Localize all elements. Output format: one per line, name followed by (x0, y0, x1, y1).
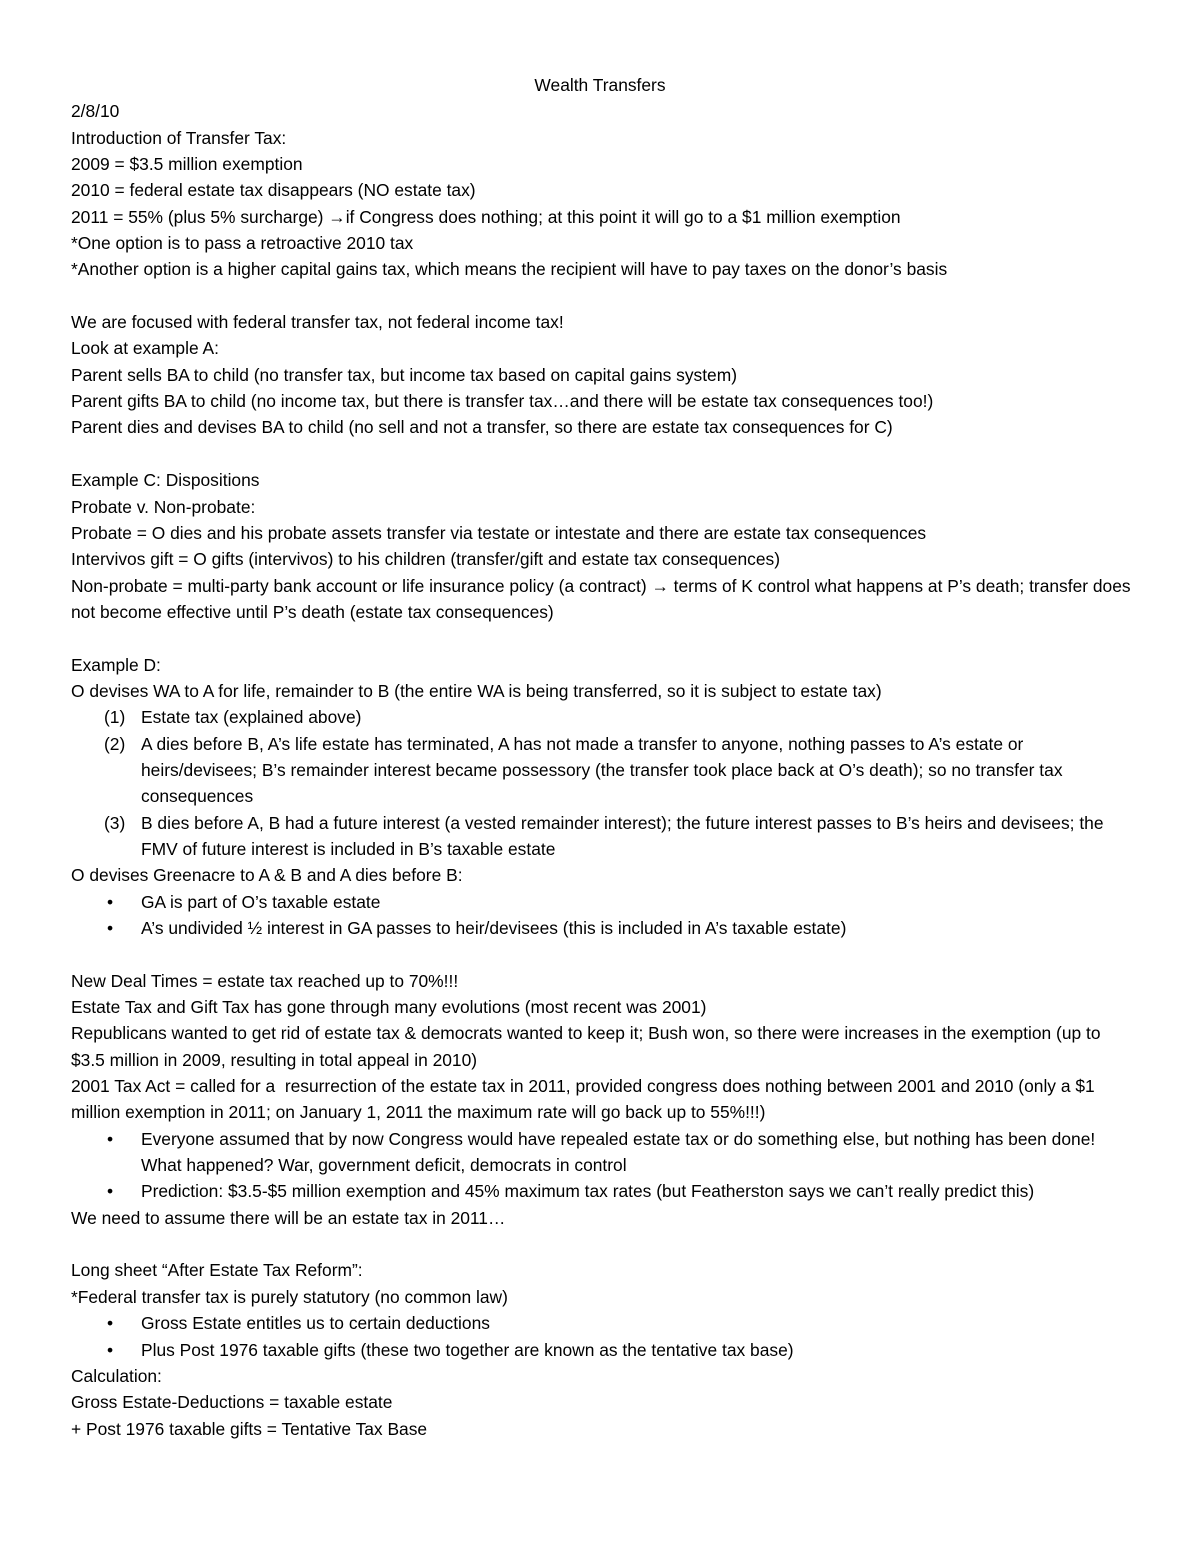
bullet-text: A’s undivided ½ interest in GA passes to heir/devisees (this is included in A’s taxable estate) (141, 918, 847, 938)
long-sheet-heading: Long sheet “After Estate Tax Reform”: (71, 1260, 363, 1281)
bullet-item (71, 1178, 1131, 1204)
history-line: Republicans wanted to get rid of estate tax & democrats wanted to keep it; Bush won, so there were increases in the exemption (up to $3.5 million in 2009, resulting in total appeal in 2010) (71, 1023, 1106, 1070)
bullet-icon: • (107, 1128, 114, 1149)
example-a-line: Parent gifts BA to child (no income tax, but there is transfer tax…and there will be estate tax consequences too!) (71, 391, 934, 412)
bullet-icon: • (107, 918, 114, 938)
example-c-line: Intervivos gift = O gifts (intervivos) to his children (transfer/gift and estate tax consequences) (71, 549, 780, 570)
bullet-icon: • (107, 1313, 114, 1334)
bullet-item (71, 1310, 1131, 1336)
blank-line (71, 1231, 1200, 1257)
bullet-item (71, 1337, 1131, 1363)
example-c-line: Non-probate = multi-party bank account or life insurance policy (a contract) → terms of K control what happens at P’s death; transfer does not become effective until P’s death (estate tax consequences) (71, 575, 1136, 622)
example-d-intro: O devises WA to A for life, remainder to B (the entire WA is being transferred, so it is subject to estate tax) (71, 680, 882, 701)
intro-line: *Another option is a higher capital gains tax, which means the recipient will have to pay taxes on the donor’s basis (71, 259, 948, 280)
numbered-item-text: B dies before A, B had a future interest (a vested remainder interest); the future interest passes to B’s heirs and devisees; the FMV of future interest is included in B’s taxable estate (141, 812, 1104, 859)
numbered-item (71, 704, 1131, 730)
calculation-line: + Post 1976 taxable gifts = Tentative Tax Base (71, 1418, 428, 1439)
numbered-item-text: A dies before B, A’s life estate has terminated, A has not made a transfer to anyone, nothing passes to A’s estate or heirs/devisees; B’s remainder interest became possessory (the transfer took place back at O’s death); so no transfer tax consequences (141, 733, 1063, 807)
history-section (71, 968, 1200, 1231)
numbered-item (71, 810, 1131, 863)
greenacre-line: O devises Greenacre to A & B and A dies before B: (71, 865, 463, 886)
example-a-heading: Look at example A: (71, 338, 219, 359)
bullet-item (71, 915, 1131, 941)
bullet-text: Plus Post 1976 taxable gifts (these two together are known as the tentative tax base) (141, 1339, 794, 1360)
blank-line (71, 941, 1200, 967)
intro-heading: Introduction of Transfer Tax: (71, 127, 287, 148)
calculation-line: Gross Estate-Deductions = taxable estate (71, 1392, 393, 1413)
example-c-heading: Example C: Dispositions (71, 470, 260, 491)
intro-section (71, 125, 1200, 283)
intro-line: 2011 = 55% (plus 5% surcharge) →if Congress does nothing; at this point it will go to a $1 million exemption (71, 206, 901, 227)
bullet-text: Everyone assumed that by now Congress would have repealed estate tax or do something else, but nothing has been done! What happened? War, government deficit, democrats in control (141, 1128, 1096, 1176)
history-line: New Deal Times = estate tax reached up to 70%!!! (71, 970, 459, 991)
blank-line (71, 283, 1200, 309)
note-date: 2/8/10 (71, 101, 120, 122)
bullet-icon: • (107, 1181, 114, 1202)
example-c-line: Probate v. Non-probate: (71, 496, 256, 517)
example-c-section (71, 467, 1200, 625)
bullet-text: Gross Estate entitles us to certain deductions (141, 1313, 490, 1334)
numbered-item-text: Estate tax (explained above) (141, 707, 362, 728)
long-sheet-section (71, 1257, 1200, 1441)
numbered-item (71, 731, 1131, 810)
history-line: Estate Tax and Gift Tax has gone through many evolutions (most recent was 2001) (71, 997, 707, 1018)
example-a-line: We are focused with federal transfer tax, not federal income tax! (71, 312, 564, 333)
bullet-item (71, 889, 1131, 915)
example-d-numbered-list (71, 704, 1200, 862)
history-bullet-list (71, 1126, 1200, 1205)
intro-line: *One option is to pass a retroactive 2010 tax (71, 233, 414, 254)
list-number: (1) (104, 707, 126, 728)
intro-line: 2010 = federal estate tax disappears (NO estate tax) (71, 180, 476, 201)
bullet-text: Prediction: $3.5-$5 million exemption and 45% maximum tax rates (but Featherston says we can’t really predict this) (141, 1181, 1035, 1202)
history-closing: We need to assume there will be an estate tax in 2011… (71, 1207, 506, 1228)
bullet-icon: • (107, 1339, 114, 1360)
document-title: Wealth Transfers (534, 75, 666, 95)
example-d-section (71, 652, 1200, 942)
history-line: 2001 Tax Act = called for a resurrection of the estate tax in 2011, provided congress does nothing between 2001 and 2010 (only a $1 million exemption in 2011; on January 1, 2011 the maximum rate will go back up to 55%!!!) (71, 1076, 1100, 1123)
intro-line: 2009 = $3.5 million exemption (71, 154, 303, 175)
list-number: (2) (104, 733, 126, 754)
list-number: (3) (104, 812, 126, 833)
calculation-heading: Calculation: (71, 1365, 162, 1386)
example-a-line: Parent sells BA to child (no transfer tax, but income tax based on capital gains system) (71, 364, 738, 385)
blank-line (71, 441, 1200, 467)
long-sheet-note: *Federal transfer tax is purely statutory (no common law) (71, 1286, 508, 1307)
example-d-heading: Example D: (71, 654, 161, 675)
long-sheet-bullet-list (71, 1310, 1200, 1363)
blank-line (71, 625, 1200, 651)
example-c-line: Probate = O dies and his probate assets transfer via testate or intestate and there are estate tax consequences (71, 522, 927, 543)
bullet-item (71, 1126, 1131, 1179)
example-a-line: Parent dies and devises BA to child (no sell and not a transfer, so there are estate tax consequences for C) (71, 417, 893, 438)
bullet-icon: • (107, 891, 114, 912)
bullet-text: GA is part of O’s taxable estate (141, 891, 381, 912)
example-a-section (71, 309, 1200, 441)
greenacre-bullet-list (71, 889, 1200, 942)
